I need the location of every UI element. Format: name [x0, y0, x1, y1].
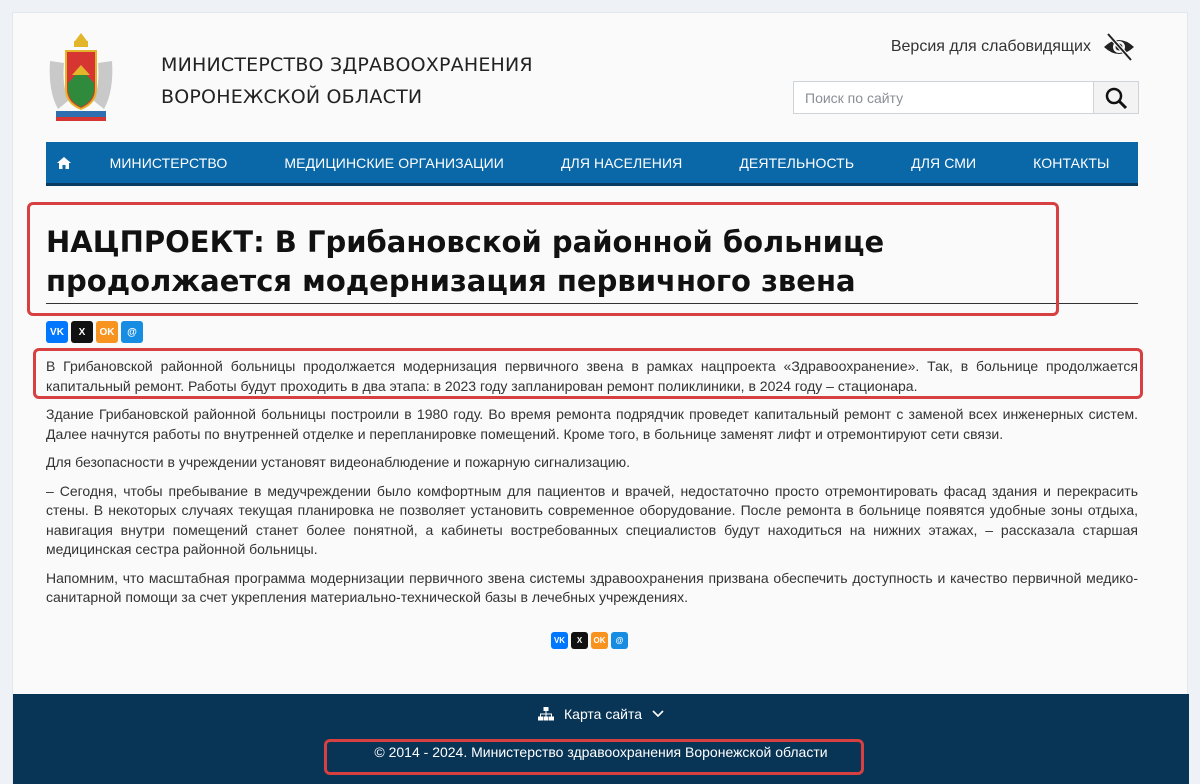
search-icon [1104, 86, 1128, 110]
nav-item-for-population[interactable]: ДЛЯ НАСЕЛЕНИЯ [560, 154, 683, 171]
article-title: НАЦПРОЕКТ: В Грибановской районной больнице продолжается модернизация первичного звена [46, 225, 885, 298]
coat-of-arms-logo[interactable] [46, 31, 116, 127]
article-paragraph: Для безопасности в учреждении установят видеонаблюдение и пожарную сигнализацию. [46, 454, 630, 470]
nav-item-ministry[interactable]: МИНИСТЕРСТВО [109, 154, 228, 171]
nav-item-activity[interactable]: ДЕЯТЕЛЬНОСТЬ [739, 154, 855, 171]
chevron-down-icon [652, 710, 664, 718]
odnoklassniki-icon[interactable]: OK [591, 632, 608, 649]
vk-icon[interactable]: VK [551, 632, 568, 649]
site-footer [13, 694, 1189, 784]
article-paragraph: – Сегодня, чтобы пребывание в медучреждении было комфортным для пациентов и врачей, недостаточно просто отремонтировать фасад здания и перекрасить стены. В некоторых случаях текущая планировка не позволяет установить современное оборудование. После ремонта в больнице появятся удобные зоны отдыха, навигация внутри помещений станет более понятной, а кабинеты востребованных специалистов будут находиться на нижних этажах, – рассказала старшая медицинская сестра районной больницы. [46, 482, 1138, 557]
sitemap-icon [538, 707, 554, 721]
x-icon[interactable]: X [71, 321, 93, 343]
highlight-box-lead [33, 348, 1143, 399]
organization-name-line2: ВОРОНЕЖСКОЙ ОБЛАСТИ [161, 86, 423, 108]
article-paragraph: Напомним, что масштабная программа модернизации первичного звена системы здравоохранения призвана обеспечить доступность и качество первичной медико-санитарной помощи за счет укрепления материально-технической базы в лечебных учреждениях. [46, 569, 1138, 605]
organization-name-line1: МИНИСТЕРСТВО ЗДРАВООХРАНЕНИЯ [161, 54, 533, 76]
vk-icon[interactable]: VK [46, 321, 68, 343]
odnoklassniki-icon[interactable]: OK [96, 321, 118, 343]
highlight-box-copyright [324, 739, 864, 775]
article-paragraph: Здание Грибановской районной больницы построили в 1980 году. Во время ремонта подрядчик проведет капитальный ремонт с заменой всех инженерных систем. Далее начнутся работы по внутренней отделке и перепланировке помещений. Кроме того, в больнице заменят лифт и отремонтируют сети связи. [46, 406, 1138, 442]
search-input[interactable] [794, 82, 1093, 113]
share-buttons-bottom [551, 632, 628, 649]
main-navigation [46, 142, 1138, 186]
share-buttons-top [46, 321, 143, 343]
low-vision-version-link[interactable] [891, 31, 1137, 63]
page [12, 12, 1188, 784]
nav-item-medical-organizations[interactable]: МЕДИЦИНСКИЕ ОРГАНИЗАЦИИ [284, 154, 504, 171]
search-button[interactable] [1093, 82, 1138, 113]
nav-item-contacts[interactable]: КОНТАКТЫ [1033, 154, 1110, 171]
article-paragraph-lead: В Грибановской районной больницы продолжается модернизация первичного звена в рамках нацпроекта «Здравоохранение». Так, в больнице продолжается капитальный ремонт. Работы будут проходить в два этапа: в 2023 году запланирован ремонт поликлиники, в 2024 году – стационара. [46, 358, 1138, 394]
copyright-text: © 2014 - 2024. Министерство здравоохранения Воронежской области [374, 744, 828, 760]
x-icon[interactable]: X [571, 632, 588, 649]
home-button[interactable] [46, 142, 81, 183]
moimir-icon[interactable]: @ [611, 632, 628, 649]
highlight-box-title [27, 202, 1059, 316]
sitemap-toggle[interactable] [13, 706, 1189, 722]
eye-crossed-icon [1101, 31, 1137, 63]
sitemap-label: Карта сайта [564, 706, 642, 722]
organization-name[interactable] [161, 49, 533, 113]
search-form [793, 81, 1139, 114]
low-vision-label: Версия для слабовидящих [890, 38, 1091, 55]
nav-item-for-media[interactable]: ДЛЯ СМИ [911, 154, 977, 171]
moimir-icon[interactable]: @ [121, 321, 143, 343]
home-icon [57, 157, 71, 169]
